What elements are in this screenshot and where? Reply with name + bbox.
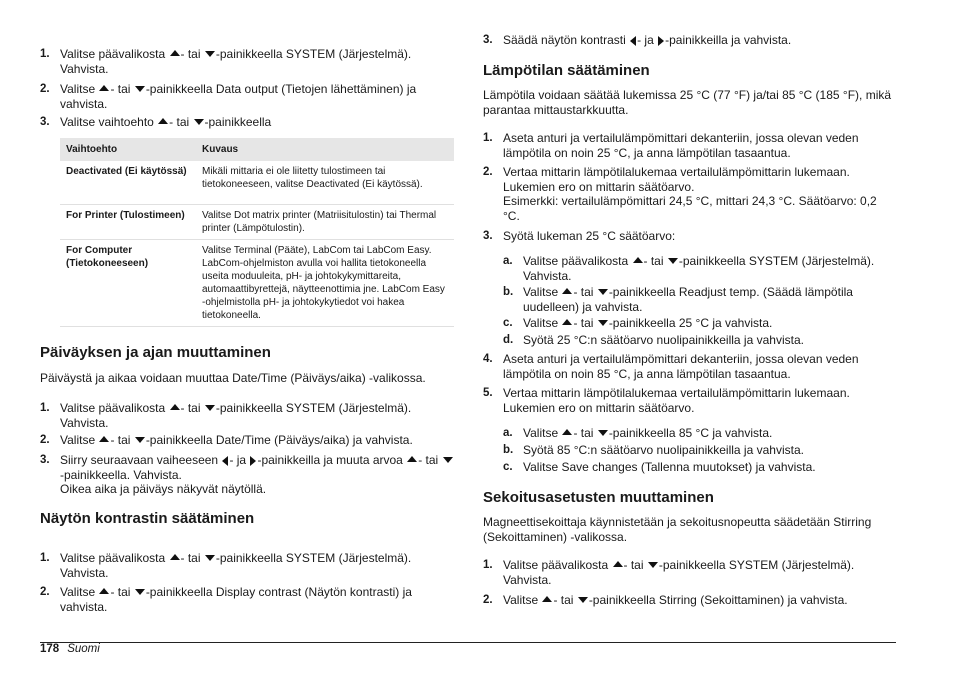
list-item: 1. Valitse päävalikosta - tai -painikkeella SYSTEM (Järjestelmä). Vahvista. bbox=[40, 401, 455, 430]
step-text bbox=[523, 333, 895, 348]
step-text-run: -painikkeella. Vahvista. bbox=[60, 467, 182, 482]
step-text-run: Syötä 25 °C:n säätöarvo nuolipainikkeilla ja vahvista. bbox=[523, 333, 804, 347]
step-text-run: - tai bbox=[573, 426, 597, 440]
step-text-run: Siirry seuraavaan vaiheeseen bbox=[60, 453, 222, 467]
list-item: 1. Aseta anturi ja vertailulämpömittari dekanteriin, jossa olevan veden lämpötila on noin 25 °C, ja anna lämpötilan tasaantua. bbox=[483, 131, 895, 160]
option-description: Mikäli mittaria ei ole liitetty tulostimeen tai tietokoneeseen, valitse Deactivated (Ei käytössä). bbox=[196, 161, 454, 204]
down-arrow-icon bbox=[205, 51, 215, 57]
table-header-row bbox=[60, 138, 454, 161]
step-text-run: Valitse bbox=[523, 285, 562, 299]
step-text-run: - tai bbox=[180, 551, 204, 565]
step-text-run: Valitse bbox=[60, 433, 99, 447]
step-text-run: -painikkeella SYSTEM (Järjestelmä). Vahvista. bbox=[523, 254, 875, 283]
step-text bbox=[523, 443, 895, 458]
step-text-run: Valitse päävalikosta bbox=[60, 47, 169, 61]
step-text bbox=[60, 585, 455, 614]
step-text bbox=[523, 285, 895, 314]
step-text bbox=[523, 316, 895, 331]
step-text-run: -painikkeella bbox=[204, 115, 272, 129]
section-heading-temperature: Lämpötilan säätäminen bbox=[483, 62, 650, 79]
step-text-run: Vertaa mittarin lämpötilalukemaa vertailulämpömittarin lukemaan. Lukemien ero on mittarin säätöarvo. bbox=[503, 386, 850, 415]
step-text bbox=[503, 131, 895, 160]
list-item: 3. Valitse vaihtoehto - tai -painikkeella bbox=[40, 115, 455, 130]
step-text-run: Valitse bbox=[60, 82, 99, 96]
sub-list-item: b. Valitse - tai -painikkeella Readjust temp. (Säädä lämpötila uudelleen) ja vahvista. bbox=[483, 285, 895, 314]
list-item: 2. Valitse - tai -painikkeella Display contrast (Näytön kontrasti) ja vahvista. bbox=[40, 585, 455, 614]
step-text-run: -painikkeilla ja muuta arvoa bbox=[257, 453, 407, 467]
down-arrow-icon bbox=[598, 430, 608, 436]
up-arrow-icon bbox=[99, 85, 109, 91]
step-text-run: -painikkeella Stirring (Sekoittaminen) ja vahvista. bbox=[588, 593, 848, 607]
list-item: 3. Syötä lukeman 25 °C säätöarvo: bbox=[483, 229, 895, 244]
section-heading-stirring: Sekoitusasetusten muuttaminen bbox=[483, 489, 714, 506]
step-text-run: Aseta anturi ja vertailulämpömittari dekanteriin, jossa olevan veden lämpötila on noin 25 °C, ja anna lämpötilan tasaantua. bbox=[503, 131, 859, 160]
option-description: Valitse Dot matrix printer (Matriisitulostin) tai Thermal printer (Lämpötulostin). bbox=[196, 204, 454, 239]
right-arrow-icon bbox=[658, 36, 664, 46]
step-text-run: -painikkeella Readjust temp. (Säädä lämpötila uudelleen) ja vahvista. bbox=[523, 285, 853, 314]
sub-list-item: a. Valitse päävalikosta - tai -painikkeella SYSTEM (Järjestelmä). Vahvista. bbox=[483, 254, 895, 283]
step-text-run: Valitse päävalikosta bbox=[523, 254, 632, 268]
list-item: 3. Siirry seuraavaan vaiheeseen - ja -painikkeilla ja muuta arvoa - tai -painikkeella. Vahvista. Oikea aika ja päiväys näkyvät näytöllä. bbox=[40, 453, 455, 497]
option-name: Deactivated (Ei käytössä) bbox=[60, 161, 196, 204]
step-text-run: Valitse päävalikosta bbox=[503, 558, 612, 572]
step-text bbox=[503, 386, 895, 415]
step-text-run: Vertaa mittarin lämpötilalukemaa vertailulämpömittarin lukemaan. Lukemien ero on mittarin säätöarvo. bbox=[503, 165, 850, 194]
step-text-run: Valitse vaihtoehto bbox=[60, 115, 158, 129]
step-text-run: -painikkeella Display contrast (Näytön kontrasti) ja vahvista. bbox=[60, 585, 412, 614]
sub-list-item: a. Valitse - tai -painikkeella 85 °C ja vahvista. bbox=[483, 426, 895, 441]
step-text-run: - tai bbox=[110, 585, 134, 599]
step-text-run: Aseta anturi ja vertailulämpömittari dekanteriin, jossa olevan veden lämpötila on noin 85 °C, ja anna lämpötilan tasaantua. bbox=[503, 352, 859, 381]
section-heading-date-time: Päiväyksen ja ajan muuttaminen bbox=[40, 344, 271, 361]
step-text-run: Valitse Save changes (Tallenna muutokset) ja vahvista. bbox=[523, 460, 816, 474]
step-text-run: - tai bbox=[573, 285, 597, 299]
sub-list-item: c. Valitse - tai -painikkeella 25 °C ja vahvista. bbox=[483, 316, 895, 331]
step-text-run: - tai bbox=[418, 453, 442, 467]
step-text-run: -painikkeella SYSTEM (Järjestelmä). Vahvista. bbox=[60, 401, 412, 430]
list-item: 2. Valitse - tai -painikkeella Date/Time (Päiväys/aika) ja vahvista. bbox=[40, 433, 455, 448]
list-item: 2. Vertaa mittarin lämpötilalukemaa vertailulämpömittarin lukemaan. Lukemien ero on mittarin säätöarvo. Esimerkki: vertailulämpömittari 24,5 °C, mittari 24,3 °C. Säätöarvo: 0,2 °C. bbox=[483, 165, 895, 223]
step-text-run: Valitse bbox=[523, 316, 562, 330]
list-item: 1. Valitse päävalikosta - tai -painikkeella SYSTEM (Järjestelmä). Vahvista. bbox=[483, 558, 895, 587]
sub-list-item: b. Syötä 85 °C:n säätöarvo nuolipainikkeilla ja vahvista. bbox=[483, 443, 895, 458]
step-text bbox=[60, 401, 455, 430]
down-arrow-icon bbox=[598, 289, 608, 295]
up-arrow-icon bbox=[170, 50, 180, 56]
step-text-run: Syötä lukeman 25 °C säätöarvo: bbox=[503, 229, 676, 243]
down-arrow-icon bbox=[668, 258, 678, 264]
step-text bbox=[503, 229, 895, 244]
table-row bbox=[60, 239, 454, 326]
sub-list-item: c. Valitse Save changes (Tallenna muutokset) ja vahvista. bbox=[483, 460, 895, 475]
up-arrow-icon bbox=[542, 596, 552, 602]
step-text-run: Valitse päävalikosta bbox=[60, 551, 169, 565]
step-text bbox=[60, 551, 455, 580]
step-text bbox=[60, 433, 455, 448]
list-item: 4. Aseta anturi ja vertailulämpömittari dekanteriin, jossa olevan veden lämpötila on noin 85 °C, ja anna lämpötilan tasaantua. bbox=[483, 352, 895, 381]
step-text-run: -painikkeella SYSTEM (Järjestelmä). Vahvista. bbox=[60, 47, 412, 76]
step-text-run: - ja bbox=[229, 453, 250, 467]
up-arrow-icon bbox=[562, 319, 572, 325]
step-text-run: - tai bbox=[169, 115, 193, 129]
section-intro: Magneettisekoittaja käynnistetään ja sekoitusnopeutta säädetään Stirring (Sekoittaminen) -valikossa. bbox=[483, 515, 872, 544]
step-text-run: Valitse bbox=[523, 426, 562, 440]
down-arrow-icon bbox=[205, 405, 215, 411]
list-item: 1. Valitse päävalikosta - tai -painikkeella SYSTEM (Järjestelmä). Vahvista. bbox=[40, 47, 455, 76]
step-text-run: Säädä näytön kontrasti bbox=[503, 33, 630, 47]
step-text-run: -painikkeella Data output (Tietojen lähettäminen) ja vahvista. bbox=[60, 82, 417, 111]
sub-list-item: d. Syötä 25 °C:n säätöarvo nuolipainikkeilla ja vahvista. bbox=[483, 333, 895, 348]
step-text-run: Valitse bbox=[503, 593, 542, 607]
down-arrow-icon bbox=[578, 597, 588, 603]
step-text bbox=[523, 426, 895, 441]
footer-rule bbox=[40, 642, 896, 643]
step-text-run: - tai bbox=[180, 401, 204, 415]
table-row bbox=[60, 204, 454, 239]
up-arrow-icon bbox=[170, 554, 180, 560]
step-text bbox=[503, 165, 895, 223]
step-text-run: -painikkeella 85 °C ja vahvista. bbox=[608, 426, 773, 440]
up-arrow-icon bbox=[170, 404, 180, 410]
step-text bbox=[60, 47, 455, 76]
section-intro: Lämpötila voidaan säätää lukemissa 25 °C (77 °F) ja/tai 85 °C (185 °F), mikä parantaa mittaustarkkuutta. bbox=[483, 88, 892, 117]
option-name: For Printer (Tulostimeen) bbox=[60, 204, 196, 239]
step-note: Oikea aika ja päiväys näkyvät näytöllä. bbox=[60, 482, 267, 496]
section-intro: Päiväystä ja aikaa voidaan muuttaa Date/Time (Päiväys/aika) -valikossa. bbox=[40, 371, 426, 385]
step-text bbox=[503, 33, 895, 48]
up-arrow-icon bbox=[99, 436, 109, 442]
step-text-run: Valitse bbox=[60, 585, 99, 599]
down-arrow-icon bbox=[194, 119, 204, 125]
step-text bbox=[523, 254, 895, 283]
list-item: 5. Vertaa mittarin lämpötilalukemaa vertailulämpömittarin lukemaan. Lukemien ero on mittarin säätöarvo. bbox=[483, 386, 895, 415]
section-heading-contrast: Näytön kontrastin säätäminen bbox=[40, 510, 255, 527]
left-arrow-icon bbox=[630, 36, 636, 46]
step-note: Esimerkki: vertailulämpömittari 24,5 °C, mittari 24,3 °C. Säätöarvo: 0,2 °C. bbox=[503, 194, 877, 223]
down-arrow-icon bbox=[135, 437, 145, 443]
step-text bbox=[60, 453, 455, 497]
step-text-run: - tai bbox=[623, 558, 647, 572]
page-footer bbox=[40, 643, 100, 655]
step-text bbox=[503, 558, 895, 587]
step-text-run: Syötä 85 °C:n säätöarvo nuolipainikkeilla ja vahvista. bbox=[523, 443, 804, 457]
down-arrow-icon bbox=[205, 555, 215, 561]
step-text-run: -painikkeella Date/Time (Päiväys/aika) ja vahvista. bbox=[145, 433, 413, 447]
step-text bbox=[523, 460, 895, 475]
right-arrow-icon bbox=[250, 456, 256, 466]
up-arrow-icon bbox=[613, 561, 623, 567]
up-arrow-icon bbox=[99, 588, 109, 594]
option-name: For Computer (Tietokoneeseen) bbox=[60, 239, 196, 326]
step-text bbox=[503, 352, 895, 381]
step-text-run: - tai bbox=[110, 433, 134, 447]
column-header-description: Kuvaus bbox=[196, 138, 454, 161]
step-text-run: - tai bbox=[643, 254, 667, 268]
step-text-run: - tai bbox=[573, 316, 597, 330]
up-arrow-icon bbox=[407, 456, 417, 462]
footer-language: Suomi bbox=[67, 643, 100, 655]
list-item: 2. Valitse - tai -painikkeella Data output (Tietojen lähettäminen) ja vahvista. bbox=[40, 82, 455, 111]
step-text-run: -painikkeilla ja vahvista. bbox=[665, 33, 792, 47]
step-text-run: Valitse päävalikosta bbox=[60, 401, 169, 415]
step-text bbox=[503, 593, 895, 608]
step-text bbox=[60, 82, 455, 111]
list-item: 3. Säädä näytön kontrasti - ja -painikkeilla ja vahvista. bbox=[483, 33, 895, 48]
step-text-run: - ja bbox=[637, 33, 658, 47]
column-header-option: Vaihtoehto bbox=[60, 138, 196, 161]
step-text-run: - tai bbox=[110, 82, 134, 96]
down-arrow-icon bbox=[135, 86, 145, 92]
step-text-run: -painikkeella SYSTEM (Järjestelmä). Vahvista. bbox=[503, 558, 855, 587]
list-item: 2. Valitse - tai -painikkeella Stirring (Sekoittaminen) ja vahvista. bbox=[483, 593, 895, 608]
left-arrow-icon bbox=[222, 456, 228, 466]
up-arrow-icon bbox=[562, 429, 572, 435]
down-arrow-icon bbox=[648, 562, 658, 568]
step-text-run: -painikkeella 25 °C ja vahvista. bbox=[608, 316, 773, 330]
down-arrow-icon bbox=[598, 320, 608, 326]
step-text-run: - tai bbox=[180, 47, 204, 61]
option-description: Valitse Terminal (Pääte), LabCom tai LabCom Easy. LabCom-ohjelmiston avulla voi hallita tietokoneella useita moduuleita, pH- ja johtokykymittareita, automaattibyrettejä, näytteenottimia jne. LabCom Easy -ohjelmistolla pH- ja johtokykytiedot voi hakea tietokoneella. bbox=[196, 239, 454, 326]
page-number: 178 bbox=[40, 643, 60, 655]
down-arrow-icon bbox=[135, 589, 145, 595]
step-text-run: -painikkeella SYSTEM (Järjestelmä). Vahvista. bbox=[60, 551, 412, 580]
options-table bbox=[60, 138, 454, 327]
up-arrow-icon bbox=[633, 257, 643, 263]
list-item: 1. Valitse päävalikosta - tai -painikkeella SYSTEM (Järjestelmä). Vahvista. bbox=[40, 551, 455, 580]
step-text bbox=[60, 115, 455, 130]
up-arrow-icon bbox=[562, 288, 572, 294]
down-arrow-icon bbox=[443, 457, 453, 463]
step-text-run: - tai bbox=[553, 593, 577, 607]
table-row bbox=[60, 161, 454, 204]
up-arrow-icon bbox=[158, 118, 168, 124]
